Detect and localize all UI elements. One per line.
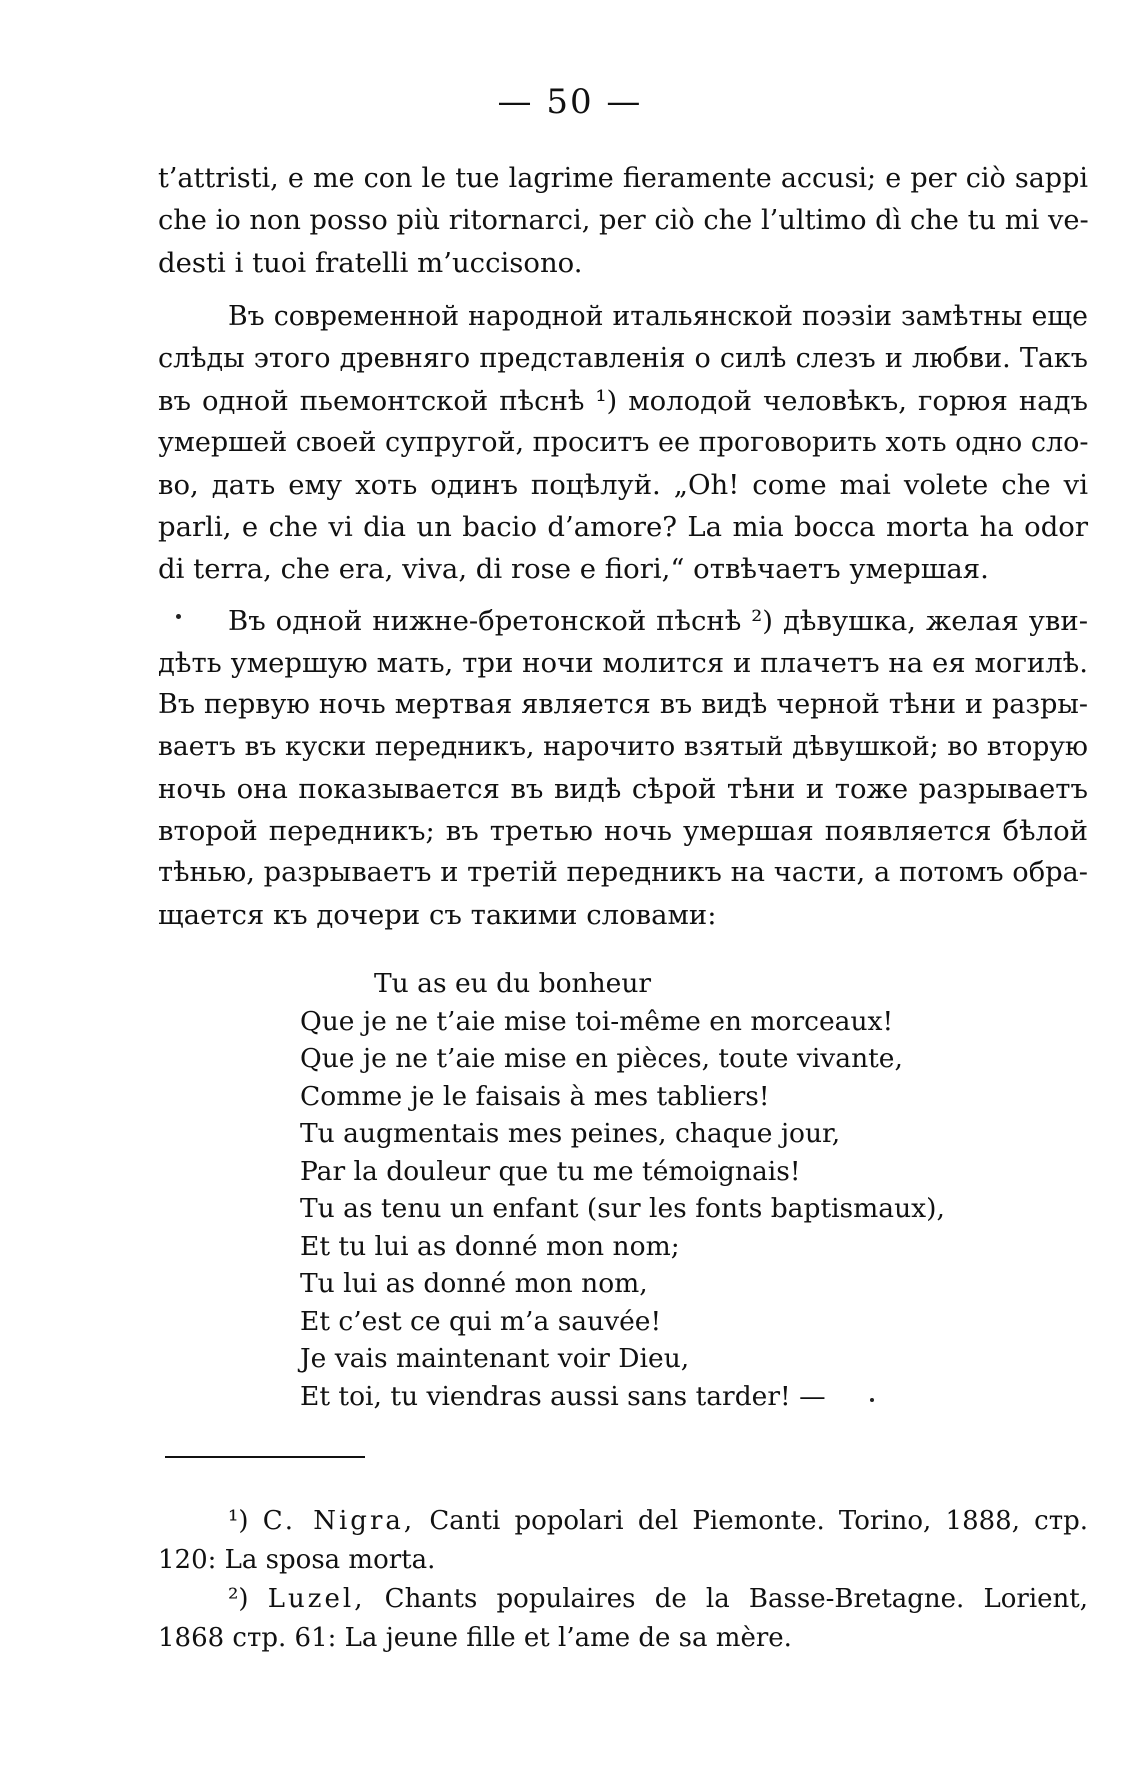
text-line: desti i tuoi fratelli m’uccisono. xyxy=(158,247,583,279)
verse-line: Et tu lui as donné mon nom; xyxy=(300,1230,680,1262)
footnote-2-continued: 1868 стр. 61: La jeune fille et l’ame de sa mère. xyxy=(158,1623,792,1653)
text-line: Въ современной народной итальянской поэзіи замѣтны еще xyxy=(228,301,1088,332)
footnote-author: Luzel, xyxy=(267,1584,366,1614)
verse-line: Et c’est ce qui m’a sauvée! xyxy=(300,1305,662,1337)
text-line: ночь она показывается въ видѣ сѣрой тѣни и тоже разрываетъ xyxy=(158,773,1088,805)
text-line: второй передникъ; въ третью ночь умершая появляется бѣлой xyxy=(158,815,1088,847)
paragraph-italian-quote xyxy=(158,158,1088,284)
text-line: въ одной пьемонтской пѣснѣ ¹) молодой человѣкъ, горюя надъ xyxy=(158,385,1088,417)
text-line: che io non posso più ritornarci, per ciò che l’ultimo dì che tu mi ve- xyxy=(158,205,1089,236)
verse-line: Tu as eu du bonheur xyxy=(374,968,652,999)
verse-line: Tu as tenu un enfant (sur les fonts baptismaux), xyxy=(300,1193,945,1224)
text-line: di terra, che era, viva, di rose e fiori,“ отвѣчаетъ умершая. xyxy=(158,553,989,585)
footnote-divider xyxy=(165,1456,365,1458)
verse-line: Et toi, tu viendras aussi sans tarder! — xyxy=(300,1380,826,1412)
text-line: дѣть умершую мать, три ночи молится и плачетъ на ея могилѣ. xyxy=(158,647,1088,679)
footnote-citation: Chants populaires de la Basse-Bretagne. Lorient, xyxy=(384,1584,1089,1614)
footnote-author: C. Nigra, xyxy=(262,1506,416,1536)
text-line: щается къ дочери съ такими словами: xyxy=(158,899,717,931)
print-speck xyxy=(870,1398,874,1402)
paragraph-breton-song xyxy=(158,600,1088,936)
verse-line: Tu augmentais mes peines, chaque jour, xyxy=(300,1118,841,1149)
text-line: ваетъ въ куски передникъ, нарочито взятый дѣвушкой; во вторую xyxy=(158,731,1088,762)
text-line: parli, e che vi dia un bacio d’amore? La mia bocca morta ha odor xyxy=(158,511,1088,543)
print-speck xyxy=(176,614,181,619)
footnote-marker: ²) xyxy=(228,1584,249,1614)
footnotes xyxy=(158,1502,1088,1658)
text-line: слѣды этого древняго представленія о силѣ слезъ и любви. Такъ xyxy=(158,343,1088,374)
verse-line: Que je ne t’aie mise en pièces, toute vivante, xyxy=(300,1043,903,1074)
footnote-citation: Canti popolari del Piemonte. Torino, 1888, стр. xyxy=(429,1506,1089,1536)
french-verse xyxy=(300,965,1000,1415)
text-line: тѣнью, разрываетъ и третій передникъ на части, а потомъ обра- xyxy=(158,857,1088,888)
verse-line: Tu lui as donné mon nom, xyxy=(300,1268,648,1299)
text-line: во, дать ему хоть одинъ поцѣлуй. „Oh! come mai volete che vi xyxy=(158,469,1088,501)
paragraph-piedmont-song xyxy=(158,296,1088,590)
text-line: умершей своей супругой, проситъ ее проговорить хоть одно сло- xyxy=(158,427,1089,458)
verse-line: Comme je le faisais à mes tabliers! xyxy=(300,1080,770,1112)
verse-line: Je vais maintenant voir Dieu, xyxy=(300,1343,690,1374)
footnote-1 xyxy=(158,1502,1088,1541)
footnote-2 xyxy=(158,1580,1088,1619)
text-line: t’attristi, e me con le tue lagrime fieramente accusi; e per ciò sappi xyxy=(158,163,1088,194)
footnote-marker: ¹) xyxy=(228,1506,249,1536)
text-line: Въ первую ночь мертвая является въ видѣ черной тѣни и разры- xyxy=(158,689,1088,720)
text-line: Въ одной нижне-бретонской пѣснѣ ²) дѣвушка, желая уви- xyxy=(228,605,1088,637)
verse-line: Par la douleur que tu me témoignais! xyxy=(300,1155,801,1187)
verse-line: Que je ne t’aie mise toi-même en morceaux! xyxy=(300,1005,894,1037)
page-number: — 50 — xyxy=(497,82,643,122)
footnote-1-continued: 120: La sposa morta. xyxy=(158,1545,436,1575)
